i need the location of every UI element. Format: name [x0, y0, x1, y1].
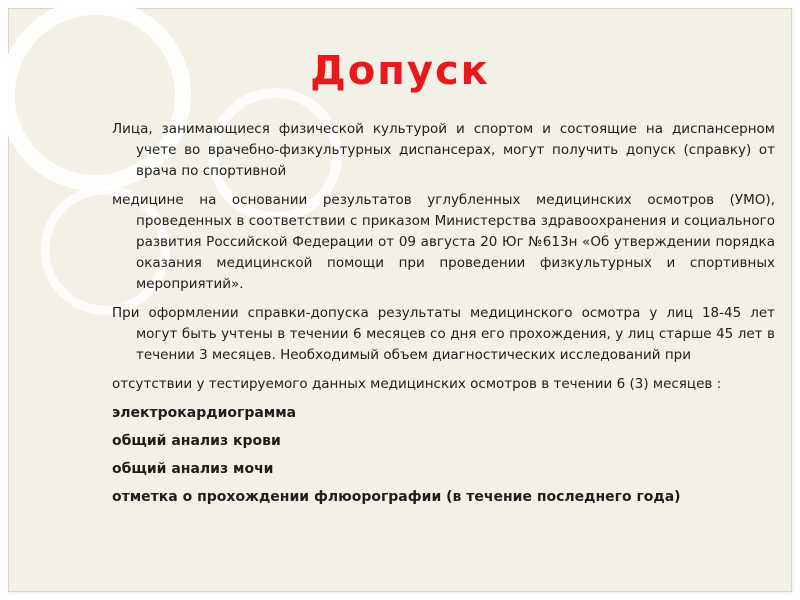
paragraph-validity: При оформлении справки-допуска результаты медицинского осмотра у лиц 18-45 лет могут быть учтены в течении 6 месяцев со дня его прохождения, у лиц старше 45 лет в течении 3 месяцев. Необходимый объем диагностических исследований при — [112, 305, 775, 363]
test-item-blood: общий анализ крови — [112, 433, 281, 449]
paragraph-intro: Лица, занимающиеся физической культурой и спортом и состоящие на диспансерном учете во врачебно-физкультурных диспансерах, могут получить допуск (справку) от врача по спортивной — [112, 121, 775, 179]
test-item-ecg: электрокардиограмма — [112, 405, 297, 421]
slide-title: Допуск — [310, 48, 490, 94]
test-item-urine: общий анализ мочи — [112, 461, 274, 477]
test-item-fluorography: отметка о прохождении флюорографии (в течение последнего года) — [112, 489, 681, 505]
slide-content — [112, 119, 775, 515]
paragraph-required-tests: отсутствии у тестируемого данных медицинских осмотров в течении 6 (3) месяцев : — [112, 376, 722, 392]
paragraph-ordinance: медицине на основании результатов углубленных медицинских осмотров (УМО), проведенных в соответствии с приказом Министерства здравоохранения и социального развития Российской Федерации от 09 августа 20 Юг №613н «Об утверждении порядка оказания медицинской помощи при проведении физкультурных и спортивных мероприятий». — [112, 192, 775, 292]
